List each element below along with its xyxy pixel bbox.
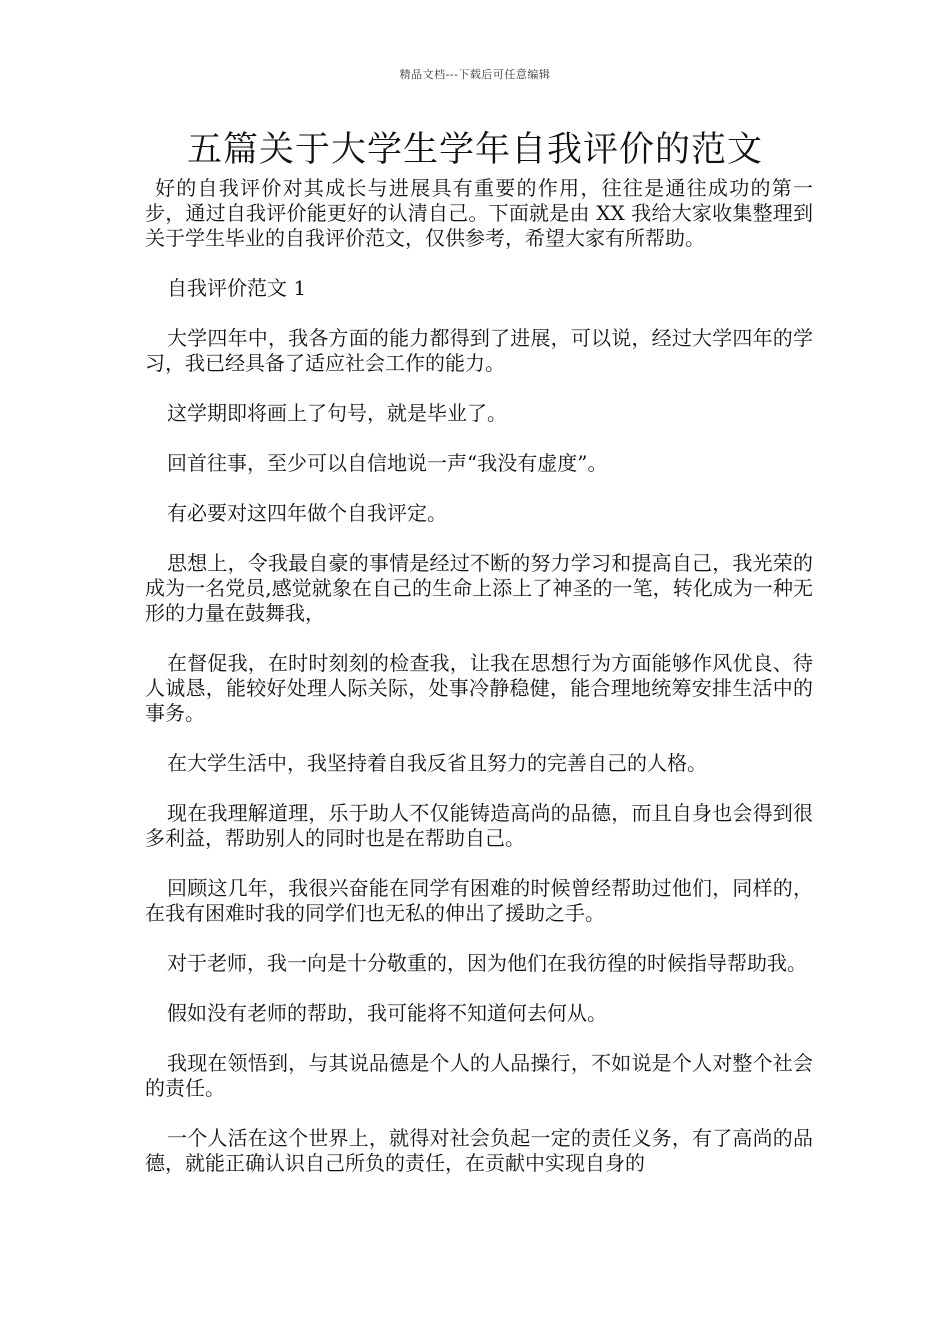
document-body	[145, 176, 813, 1201]
paragraph: 我现在领悟到，与其说品德是个人的人品操行，不如说是个人对整个社会的责任。	[145, 1051, 813, 1100]
paragraph: 假如没有老师的帮助，我可能将不知道何去何从。	[167, 1001, 607, 1025]
page-header: 精品文档---下载后可任意编辑	[399, 68, 551, 81]
paragraph: 一个人活在这个世界上，就得对社会负起一定的责任义务，有了高尚的品德，就能正确认识自己所负的责任，在贡献中实现自身的	[145, 1126, 813, 1175]
paragraph: 思想上，令我最自豪的事情是经过不断的努力学习和提高自己，我光荣的成为一名党员,感觉就象在自己的生命上添上了神圣的一笔，转化成为一种无形的力量在鼓舞我，	[145, 551, 813, 625]
paragraph: 有必要对这四年做个自我评定。	[167, 501, 447, 525]
paragraph: 回顾这几年，我很兴奋能在同学有困难的时候曾经帮助过他们，同样的，在我有困难时我的同学们也无私的伸出了援助之手。	[145, 876, 813, 925]
paragraph: 在督促我，在时时刻刻的检查我，让我在思想行为方面能够作风优良、待人诚恳，能较好处理人际关际，处事冷静稳健，能合理地统筹安排生活中的事务。	[145, 651, 813, 725]
paragraph: 大学四年中，我各方面的能力都得到了进展，可以说，经过大学四年的学习，我已经具备了适应社会工作的能力。	[145, 326, 813, 375]
paragraph: 对于老师，我一向是十分敬重的，因为他们在我彷徨的时候指导帮助我。	[167, 951, 807, 975]
paragraph-intro: 好的自我评价对其成长与进展具有重要的作用，往往是通往成功的第一步，通过自我评价能更好的认清自己。下面就是由 XX 我给大家收集整理到关于学生毕业的自我评价范文，仅供参考，希望大家有所帮助。	[145, 176, 813, 250]
paragraph: 回首往事，至少可以自信地说一声“我没有虚度”。	[167, 451, 608, 475]
paragraph: 在大学生活中，我坚持着自我反省且努力的完善自己的人格。	[167, 751, 707, 775]
paragraph: 现在我理解道理，乐于助人不仅能铸造高尚的品德，而且自身也会得到很多利益，帮助别人的同时也是在帮助自己。	[145, 801, 813, 850]
section-heading: 自我评价范文 1	[167, 276, 307, 300]
document-title: 五篇关于大学生学年自我评价的范文	[186, 130, 763, 170]
paragraph: 这学期即将画上了句号，就是毕业了。	[167, 401, 507, 425]
